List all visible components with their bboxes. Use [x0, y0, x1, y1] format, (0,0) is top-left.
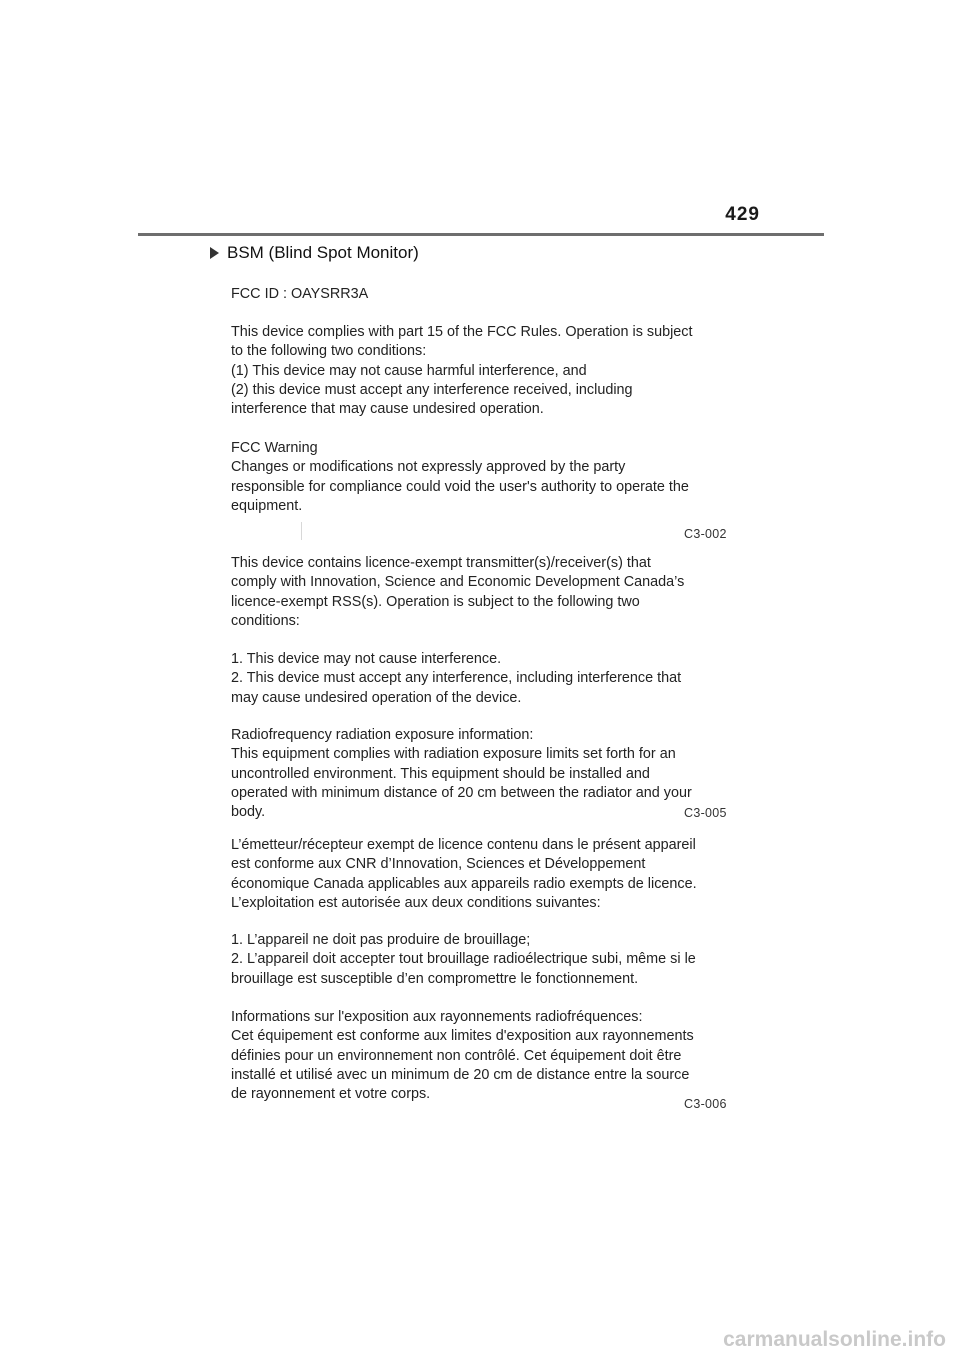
ised-conditions-paragraph — [231, 650, 681, 708]
text-line: installé et utilisé avec un minimum de 20 cm de distance entre la source — [231, 1066, 690, 1083]
text-line: to the following two conditions: — [231, 343, 427, 360]
text-line: licence-exempt RSS(s). Operation is subject to the following two — [231, 593, 640, 610]
fcc-id-text: FCC ID : OAYSRR3A — [231, 286, 369, 302]
ised-intro-paragraph — [231, 554, 684, 631]
text-line: (1) This device may not cause harmful interference, and — [231, 362, 587, 379]
figure-code: C3-005 — [684, 806, 727, 820]
figure-code: C3-002 — [684, 527, 727, 541]
text-line: L’exploitation est autorisée aux deux conditions suivantes: — [231, 894, 601, 911]
french-intro-paragraph — [231, 836, 697, 913]
scan-artifact-line — [301, 522, 302, 540]
text-line: FCC Warning — [231, 440, 318, 456]
text-line: économique Canada applicables aux appareils radio exempts de licence. — [231, 875, 697, 892]
text-line: définies pour un environnement non contrôlé. Cet équipement doit être — [231, 1047, 682, 1064]
ised-exposure-paragraph — [231, 726, 692, 822]
text-line: Changes or modifications not expressly approved by the party — [231, 459, 626, 476]
text-line: comply with Innovation, Science and Economic Development Canada’s — [231, 574, 685, 591]
text-line: responsible for compliance could void the user's authority to operate the — [231, 478, 689, 495]
text-line: This device complies with part 15 of the FCC Rules. Operation is subject — [231, 324, 693, 340]
text-line: 2. L’appareil doit accepter tout brouillage radioélectrique subi, même si le — [231, 951, 696, 968]
text-line: uncontrolled environment. This equipment should be installed and — [231, 765, 650, 782]
text-line: conditions: — [231, 612, 300, 629]
text-line: de rayonnement et votre corps. — [231, 1086, 431, 1103]
fcc-warning-paragraph — [231, 439, 689, 516]
text-line: interference that may cause undesired operation. — [231, 401, 544, 418]
fcc-compliance-paragraph — [231, 323, 693, 419]
text-line: This device contains licence-exempt transmitter(s)/receiver(s) that — [231, 555, 651, 571]
text-line: est conforme aux CNR d’Innovation, Sciences et Développement — [231, 856, 646, 873]
text-line: 1. L’appareil ne doit pas produire de brouillage; — [231, 932, 531, 948]
text-line: 2. This device must accept any interference, including interference that — [231, 670, 682, 687]
text-line: This equipment complies with radiation exposure limits set forth for an — [231, 746, 676, 763]
text-line: may cause undesired operation of the device. — [231, 689, 522, 706]
header-divider — [138, 233, 824, 236]
french-conditions-paragraph — [231, 931, 696, 989]
site-watermark: carmanualsonline.info — [723, 1328, 946, 1351]
text-line: operated with minimum distance of 20 cm between the radiator and your — [231, 784, 692, 801]
page-number: 429 — [725, 204, 760, 225]
text-line: Radiofrequency radiation exposure information: — [231, 727, 534, 743]
text-line: L’émetteur/récepteur exempt de licence contenu dans le présent appareil — [231, 837, 696, 853]
text-line: body. — [231, 804, 266, 821]
text-line: equipment. — [231, 497, 303, 514]
text-line: brouillage est susceptible d’en compromettre le fonctionnement. — [231, 970, 639, 987]
text-line: 1. This device may not cause interference. — [231, 651, 502, 667]
section-heading — [210, 243, 419, 263]
section-heading-text: BSM (Blind Spot Monitor) — [227, 243, 419, 262]
fcc-id — [231, 285, 368, 304]
text-line: Informations sur l'exposition aux rayonnements radiofréquences: — [231, 1009, 643, 1025]
text-line: (2) this device must accept any interference received, including — [231, 381, 633, 398]
triangle-bullet-icon — [210, 247, 219, 259]
french-exposure-paragraph — [231, 1008, 694, 1104]
text-line: Cet équipement est conforme aux limites d'exposition aux rayonnements — [231, 1028, 694, 1045]
figure-code: C3-006 — [684, 1097, 727, 1111]
